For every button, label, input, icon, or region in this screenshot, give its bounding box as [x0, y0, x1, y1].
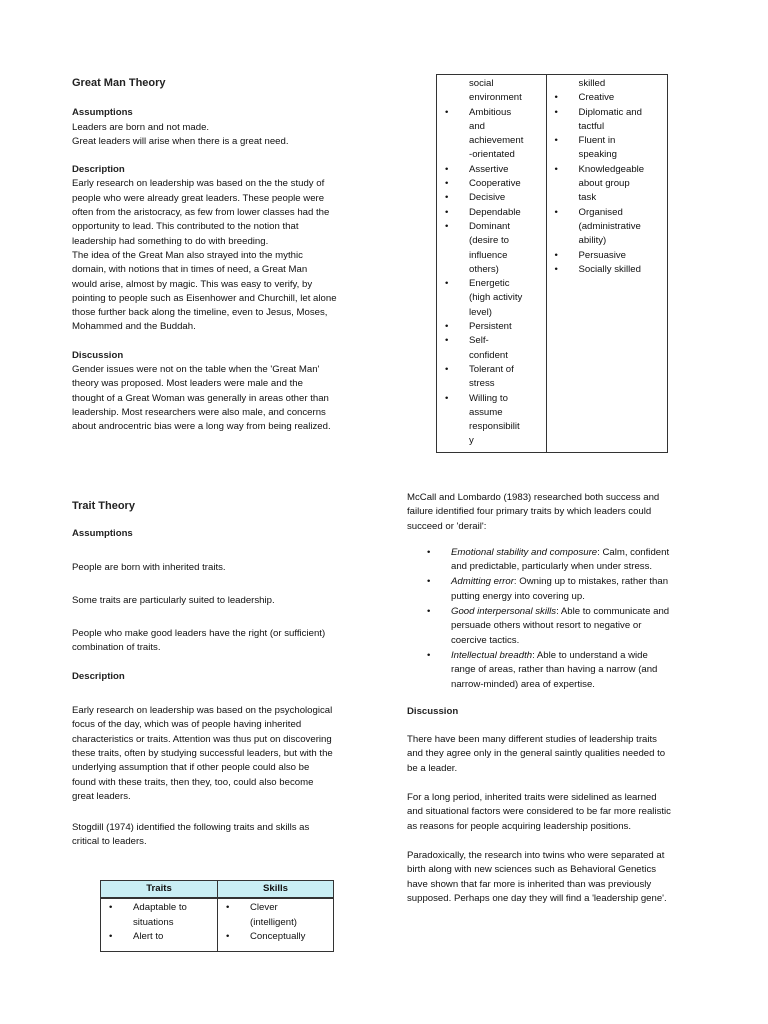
text-line: People who make good leaders have the right (or sufficient)	[72, 628, 326, 640]
trait-term: Good interpersonal skills	[451, 606, 557, 618]
text-line: leadership had something to do with breeding.	[72, 235, 269, 247]
text-line: great leaders.	[72, 790, 131, 802]
trait-description: : Calm, confident	[597, 546, 670, 558]
text-line: People are born with inherited traits.	[72, 561, 226, 573]
table-cell-line: others)	[469, 263, 499, 275]
text-line: these traits, often by studying successful leaders, but with the	[72, 747, 333, 759]
table-cell-line: • Dependable	[469, 206, 542, 220]
trait-description: range of areas, rather than having a narrow (and	[451, 664, 658, 676]
text-line: and situational factors were considered to be far more realistic	[407, 806, 671, 818]
table-cell-line: • Adaptable to	[133, 901, 217, 915]
trait-description: : Able to communicate and	[556, 606, 670, 618]
text-line: Some traits are particularly suited to leadership.	[72, 594, 275, 606]
table-cell-line: y	[469, 435, 474, 447]
text-line: The idea of the Great Man also strayed into the mythic	[72, 249, 303, 261]
table-cell-line: and	[469, 120, 486, 132]
table-cell-line: • Knowledgeable	[579, 163, 663, 177]
stogdill-table	[100, 880, 334, 952]
table-cell-line: level)	[469, 306, 492, 318]
table-cell-line: speaking	[578, 149, 617, 161]
table-cell-line: • Assertive	[469, 163, 542, 177]
table-cell-line: social	[469, 78, 494, 89]
table-cell-line: • Alert to	[133, 930, 217, 944]
table-cell-line: assume	[469, 406, 503, 418]
list-item	[451, 546, 707, 575]
text-line: failure identified four primary traits by which leaders could	[407, 506, 652, 518]
text-line: Stogdill (1974) identified the following traits and skills as	[72, 822, 310, 834]
description-text	[72, 704, 372, 804]
trait-term: Admitting error	[451, 576, 514, 588]
traits-header: Traits	[101, 881, 218, 899]
table-cell-line: (administrative	[578, 220, 641, 232]
trait-term: Intellectual breadth	[451, 649, 533, 661]
trait-description: putting energy into covering up.	[451, 590, 585, 602]
text-line: and they agree only in the general saintly qualities needed to	[407, 748, 666, 760]
table-cell-line: • Tolerant of	[469, 363, 542, 377]
text-line: pointing to people such as Eisenhower and Churchill, let alone	[72, 292, 337, 304]
derail-traits-list	[407, 546, 707, 692]
traits-column	[437, 75, 547, 453]
text-line: about androcentric bias were a long way from being realized.	[72, 421, 331, 433]
table-cell-line: • Persuasive	[579, 249, 663, 263]
section-title: Trait Theory	[72, 500, 135, 512]
skills-column	[218, 898, 334, 952]
text-line: often from the aristocracy, as few from lower classes had the	[72, 207, 330, 219]
discussion-heading: Discussion	[72, 349, 124, 361]
trait-description: persuade others without resort to negative or	[451, 620, 642, 632]
description-heading: Description	[72, 670, 125, 682]
text-line: would arise, almost by magic. This was easy to verify, by	[72, 278, 313, 290]
trait-description: : Owning up to mistakes, rather than	[513, 576, 669, 588]
text-line: supposed. Perhaps one day they will find a 'leadership gene'.	[407, 892, 667, 904]
assumption-line: Leaders are born and not made.	[72, 121, 210, 133]
text-line: combination of traits.	[72, 642, 161, 654]
description-heading: Description	[72, 164, 125, 176]
text-line: theory was proposed. Most leaders were male and the	[72, 378, 303, 390]
trait-description: narrow-minded) area of expertise.	[451, 678, 595, 690]
text-line: There have been many different studies of leadership traits	[407, 734, 657, 746]
table-cell-line: • Organised	[579, 206, 663, 220]
text-line: For a long period, inherited traits were sidelined as learned	[407, 792, 657, 804]
table-cell-line: confident	[469, 349, 508, 361]
text-line: Paradoxically, the research into twins who were separated at	[407, 849, 665, 861]
assumption-line: Great leaders will arise when there is a great need.	[72, 135, 289, 147]
description-text	[72, 177, 372, 334]
table-cell-line: • Willing to	[469, 392, 542, 406]
trait-description: and predictable, particularly when under stress.	[451, 561, 653, 573]
list-item	[451, 605, 707, 648]
assumptions-heading: Assumptions	[72, 107, 133, 119]
table-cell-line: stress	[469, 378, 495, 390]
discussion-text	[407, 733, 707, 906]
text-line: people who were already great leaders. These people were	[72, 192, 325, 204]
table-cell-line: • Fluent in	[579, 134, 663, 148]
great-man-section	[72, 76, 372, 435]
trait-description: : Able to understand a wide	[532, 649, 648, 661]
trait-description: coercive tactics.	[451, 634, 520, 646]
table-cell-line: (desire to	[469, 235, 509, 247]
list-item	[451, 649, 707, 692]
traits-table-continued	[436, 74, 668, 453]
table-cell-line: skilled	[578, 78, 606, 89]
table-cell-line: • Diplomatic and	[579, 106, 663, 120]
text-line: birth along with new sciences such as Behavioral Genetics	[407, 864, 657, 876]
table-cell-line: • Creative	[579, 91, 663, 105]
text-line: opportunity to lead. This contributed to the notion that	[72, 221, 299, 233]
table-cell-line: • Energetic	[469, 277, 542, 291]
table-cell-line: responsibilit	[469, 421, 520, 433]
table-cell-line: situations	[133, 916, 174, 928]
table-cell-line: • Decisive	[469, 191, 542, 205]
assumptions-heading: Assumptions	[72, 528, 133, 540]
text-line: Early research on leadership was based on the the study of	[72, 178, 325, 190]
mccall-section	[407, 491, 707, 906]
traits-column	[101, 898, 218, 952]
text-line: Gender issues were not on the table when the 'Great Man'	[72, 364, 320, 376]
trait-term: Emotional stability and composure	[451, 546, 598, 558]
text-line: those further back along the timeline, even to Jesus, Moses,	[72, 307, 328, 319]
table-cell-line: environment	[469, 92, 522, 104]
table-cell-line: achievement	[469, 135, 524, 147]
text-line: as reasons for people acquiring leadership positions.	[407, 820, 631, 832]
text-line: found with these traits, then they, too, could also become	[72, 776, 314, 788]
text-line: be a leader.	[407, 762, 458, 774]
text-line: domain, with notions that in times of need, a Great Man	[72, 264, 308, 276]
table-cell-line: • Conceptually	[250, 930, 333, 944]
table-cell-line: • Socially skilled	[579, 263, 663, 277]
text-line: have shown that far more is inherited than was previously	[407, 878, 652, 890]
text-line: succeed or 'derail':	[407, 520, 487, 532]
trait-theory-section	[72, 499, 372, 850]
text-line: leadership. Most researchers were also male, and concerns	[72, 406, 326, 418]
text-line: critical to leaders.	[72, 836, 147, 848]
mccall-intro	[407, 491, 707, 534]
table-cell-line: ability)	[578, 235, 607, 247]
text-line: underlying assumption that if other people could also be	[72, 762, 310, 774]
section-title: Great Man Theory	[72, 77, 166, 89]
list-item	[451, 575, 707, 604]
assumptions-text	[72, 542, 372, 656]
table-cell-line: • Self-	[469, 334, 542, 348]
skills-column	[546, 75, 667, 453]
table-cell-line: (high activity	[469, 292, 523, 304]
discussion-text	[72, 363, 372, 434]
text-line: focus of the day, which was of people having inherited	[72, 719, 302, 731]
text-line: Mohammed and the Buddah.	[72, 321, 196, 333]
table-cell-line: (intelligent)	[250, 916, 297, 928]
table-cell-line: influence	[469, 249, 508, 261]
table-cell-line: task	[578, 192, 597, 204]
discussion-heading: Discussion	[407, 705, 459, 717]
text-line: McCall and Lombardo (1983) researched both success and	[407, 492, 660, 503]
text-line: characteristics or traits. Attention was thus put on discovering	[72, 733, 332, 745]
skills-header: Skills	[218, 881, 334, 899]
table-cell-line: -orientated	[469, 149, 515, 161]
table-cell-line: • Dominant	[469, 220, 542, 234]
text-line: Early research on leadership was based on the psychological	[72, 705, 333, 717]
table-cell-line: about group	[578, 178, 630, 190]
table-cell-line: tactful	[578, 120, 605, 132]
stogdill-text	[72, 821, 372, 850]
table-cell-line: • Clever	[250, 901, 333, 915]
table-cell-line: • Persistent	[469, 320, 542, 334]
text-line: thought of a Great Woman was generally in areas other than	[72, 392, 329, 404]
table-cell-line: • Ambitious	[469, 106, 542, 120]
table-cell-line: • Cooperative	[469, 177, 542, 191]
